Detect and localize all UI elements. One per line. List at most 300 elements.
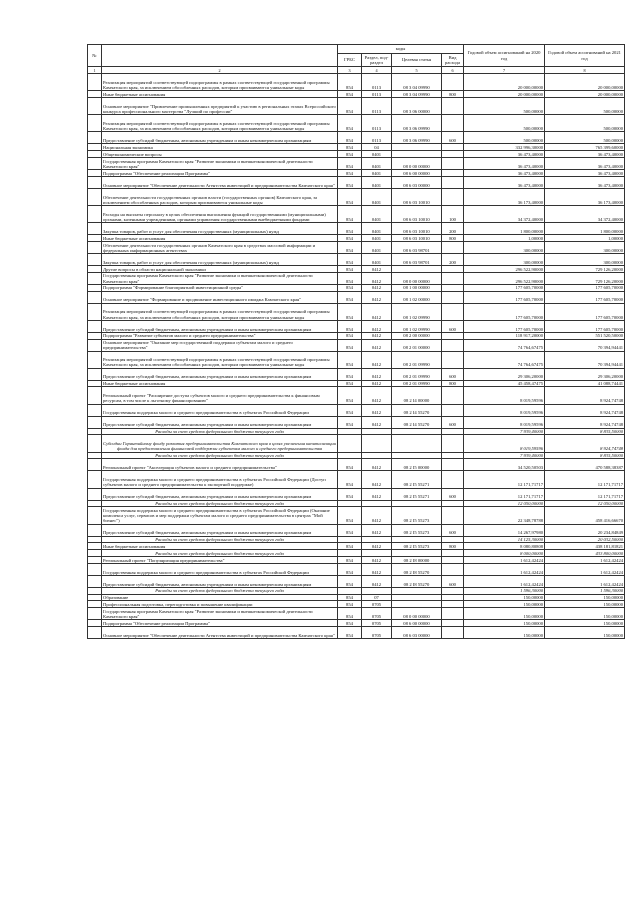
row-number <box>88 235 102 242</box>
table-row <box>88 620 625 627</box>
table-row <box>88 320 625 332</box>
table-row <box>88 144 625 151</box>
row-amount-2020: 1 596,30000 <box>464 587 545 594</box>
row-amount-2020: 150,00000 <box>464 620 545 627</box>
row-number <box>88 291 102 303</box>
row-grbs <box>338 428 362 435</box>
row-grbs: 854 <box>338 507 362 524</box>
table-row <box>88 241 625 253</box>
federal-budget-row <box>88 550 625 557</box>
table-row <box>88 563 625 575</box>
row-csr: 08 2 I5 55273 <box>392 543 442 550</box>
row-vr <box>442 404 464 416</box>
row-amount-2020: 8 019,59596 <box>464 416 545 428</box>
row-amount-2020: 12 050,00000 <box>464 500 545 507</box>
row-csr: 08 6 00 00000 <box>392 169 442 176</box>
row-grbs: 854 <box>338 627 362 639</box>
row-grbs: 854 <box>338 235 362 242</box>
row-vr: 600 <box>442 575 464 587</box>
table-row <box>88 291 625 303</box>
row-vr <box>442 459 464 471</box>
row-vr <box>442 507 464 524</box>
row-amount-2021: 1 800,00000 <box>545 223 625 235</box>
row-grbs: 854 <box>338 387 362 404</box>
row-amount-2021: 500,00000 <box>545 97 625 114</box>
row-name: Государственная программа Камчатского края "Развитие экономики и внешнеэкономической деятельности Камчатского края" <box>102 272 338 284</box>
row-amount-2020: 14 267,97980 <box>464 524 545 536</box>
row-razdel: 0412 <box>362 332 392 339</box>
row-amount-2021: 551 520,50000 <box>545 332 625 339</box>
row-razdel: 0113 <box>362 115 392 132</box>
row-amount-2021: 1,00000 <box>545 235 625 242</box>
table-row <box>88 188 625 205</box>
row-name: Расходы на выплаты персоналу в целях обеспечения выполнения функций государственными (муниципальными) органами, казенными учреждениями, органами управления государственными внебюджетными фондами <box>102 205 338 222</box>
row-number <box>88 151 102 158</box>
row-amount-2021: 34 372,40000 <box>545 205 625 222</box>
row-grbs <box>338 550 362 557</box>
row-amount-2020: 1 800,00000 <box>464 223 545 235</box>
row-csr <box>392 587 442 594</box>
header-vr: Вид расхода <box>442 54 464 67</box>
row-csr: 08 1 00 00000 <box>392 284 442 291</box>
header-2020: Годовой объем ассигнований на 2020 год <box>464 45 545 67</box>
row-vr <box>442 241 464 253</box>
table-row <box>88 488 625 500</box>
table-row <box>88 176 625 188</box>
row-grbs <box>338 452 362 459</box>
row-amount-2021: 150,00000 <box>545 627 625 639</box>
row-amount-2021: 729 126,20000 <box>545 265 625 272</box>
row-amount-2020: 500,00000 <box>464 115 545 132</box>
row-name: Основное мероприятие "Формирование и продвижение инвестиционного имиджа Камчатского края" <box>102 291 338 303</box>
row-number <box>88 132 102 144</box>
row-amount-2021: 20 000,00000 <box>545 74 625 91</box>
row-vr <box>442 144 464 151</box>
row-grbs: 854 <box>338 332 362 339</box>
row-name: Подпрограмма "Обеспечение реализации Программы" <box>102 620 338 627</box>
row-csr: 08 6 03 98701 <box>392 241 442 253</box>
row-amount-2020: 22 348,78788 <box>464 507 545 524</box>
row-grbs: 854 <box>338 91 362 98</box>
row-amount-2021: 177 605,70000 <box>545 303 625 320</box>
row-name: Государственная поддержка малого и среднего предпринимательства в субъектах Российской Федерации (Доступ субъектов малого и среднего предпринимательства к экспортной поддержке) <box>102 471 338 488</box>
table-row <box>88 157 625 169</box>
row-vr <box>442 291 464 303</box>
row-csr: 08 6 03 10010 <box>392 188 442 205</box>
row-csr: 08 2 I5 55271 <box>392 471 442 488</box>
row-csr: 08 2 01 00000 <box>392 339 442 351</box>
row-vr <box>442 500 464 507</box>
row-vr <box>442 608 464 620</box>
row-csr: 08 6 03 00000 <box>392 627 442 639</box>
row-csr: 08 2 I8 55270 <box>392 563 442 575</box>
row-razdel: 0412 <box>362 471 392 488</box>
row-amount-2020: 296 522,90000 <box>464 265 545 272</box>
row-csr: 08 2 01 09990 <box>392 380 442 387</box>
row-amount-2020: 500,00000 <box>464 97 545 114</box>
row-grbs: 854 <box>338 608 362 620</box>
row-amount-2020: 300,00000 <box>464 241 545 253</box>
row-name: Другие вопросы в области национальной экономики <box>102 265 338 272</box>
row-grbs: 854 <box>338 471 362 488</box>
row-amount-2020: 1 612,42424 <box>464 563 545 575</box>
row-grbs <box>338 587 362 594</box>
row-amount-2021: 470 588,38387 <box>545 459 625 471</box>
table-row <box>88 97 625 114</box>
row-amount-2021: 36 473,40000 <box>545 151 625 158</box>
row-vr <box>442 303 464 320</box>
table-row <box>88 524 625 536</box>
row-amount-2020: 1 612,42424 <box>464 575 545 587</box>
row-csr: 08 2 I5 00000 <box>392 459 442 471</box>
row-vr: 800 <box>442 91 464 98</box>
row-amount-2021: 438 181,81821 <box>545 543 625 550</box>
table-row <box>88 351 625 368</box>
row-vr <box>442 471 464 488</box>
row-vr <box>442 351 464 368</box>
row-number <box>88 284 102 291</box>
row-number <box>88 608 102 620</box>
row-vr <box>442 550 464 557</box>
row-csr: 08 6 03 98701 <box>392 253 442 265</box>
row-number <box>88 575 102 587</box>
table-header <box>88 45 625 74</box>
row-razdel: 0412 <box>362 380 392 387</box>
row-grbs: 854 <box>338 157 362 169</box>
row-vr: 600 <box>442 488 464 500</box>
row-number <box>88 550 102 557</box>
table-row <box>88 594 625 601</box>
row-number <box>88 488 102 500</box>
row-vr <box>442 169 464 176</box>
row-vr <box>442 594 464 601</box>
row-grbs: 854 <box>338 97 362 114</box>
row-csr: 08 2 I8 00000 <box>392 557 442 564</box>
row-amount-2021: 150,00000 <box>545 594 625 601</box>
row-razdel <box>362 500 392 507</box>
row-razdel: 0412 <box>362 543 392 550</box>
row-csr: 08 6 03 10010 <box>392 205 442 222</box>
row-razdel: 0401 <box>362 253 392 265</box>
col-index: 4 <box>362 67 392 74</box>
row-grbs: 854 <box>338 459 362 471</box>
row-vr <box>442 176 464 188</box>
row-vr: 600 <box>442 416 464 428</box>
row-amount-2020: 500,00000 <box>464 132 545 144</box>
row-number <box>88 380 102 387</box>
federal-budget-row <box>88 452 625 459</box>
row-amount-2021: 1 596,30000 <box>545 587 625 594</box>
row-csr: 08 0 00 00000 <box>392 272 442 284</box>
row-razdel: 0412 <box>362 339 392 351</box>
row-vr: 800 <box>442 543 464 550</box>
row-amount-2020: 177 605,70000 <box>464 291 545 303</box>
row-grbs <box>338 536 362 543</box>
row-csr <box>392 428 442 435</box>
row-grbs: 854 <box>338 563 362 575</box>
row-number <box>88 91 102 98</box>
row-name: Профессиональная подготовка, переподготовка и повышение квалификации <box>102 601 338 608</box>
row-razdel: 04 <box>362 144 392 151</box>
row-amount-2020: 74 764,67475 <box>464 339 545 351</box>
row-amount-2021: 36 173,40000 <box>545 188 625 205</box>
row-vr <box>442 601 464 608</box>
row-amount-2021: 8 835,50000 <box>545 452 625 459</box>
row-csr <box>392 536 442 543</box>
table-row <box>88 265 625 272</box>
row-csr: 08 3 04 09990 <box>392 74 442 91</box>
row-amount-2021: 500,00000 <box>545 115 625 132</box>
row-csr: 08 2 01 09990 <box>392 368 442 380</box>
row-amount-2020: 8 019,59596 <box>464 435 545 452</box>
row-name: Субсидии Гарантийному фонду развития предпринимательства Камчатского края в целях увеличения капитализации фонда для предоставления финансовой поддержки субъектам малого и среднего предпринимательства <box>102 435 338 452</box>
row-amount-2020: 296 522,90000 <box>464 272 545 284</box>
row-razdel: 0412 <box>362 416 392 428</box>
row-amount-2020: 150,00000 <box>464 601 545 608</box>
row-amount-2021: 12 171,71717 <box>545 488 625 500</box>
row-csr: 08 3 06 00000 <box>392 97 442 114</box>
table-row <box>88 91 625 98</box>
row-amount-2021: 70 394,94441 <box>545 351 625 368</box>
row-vr <box>442 272 464 284</box>
table-row <box>88 115 625 132</box>
row-vr: 800 <box>442 380 464 387</box>
row-amount-2021: 12 171,71717 <box>545 471 625 488</box>
row-grbs: 854 <box>338 543 362 550</box>
row-amount-2020: 150,00000 <box>464 594 545 601</box>
row-grbs: 854 <box>338 74 362 91</box>
row-razdel: 0401 <box>362 169 392 176</box>
row-grbs: 854 <box>338 368 362 380</box>
row-name: Расходы за счет средств федерального бюджета текущего года <box>102 550 338 557</box>
row-vr: 200 <box>442 223 464 235</box>
row-grbs: 854 <box>338 594 362 601</box>
federal-budget-row <box>88 435 625 452</box>
row-number <box>88 169 102 176</box>
row-name: Общеэкономические вопросы <box>102 151 338 158</box>
row-number <box>88 428 102 435</box>
row-name: Предоставление субсидий бюджетным, автономным учреждениям и иным некоммерческим организациям <box>102 132 338 144</box>
row-grbs: 854 <box>338 205 362 222</box>
row-amount-2021: 8 924,74748 <box>545 416 625 428</box>
federal-budget-row <box>88 536 625 543</box>
table-row <box>88 471 625 488</box>
row-grbs: 854 <box>338 151 362 158</box>
row-vr <box>442 387 464 404</box>
row-grbs: 854 <box>338 272 362 284</box>
row-amount-2021: 150,00000 <box>545 601 625 608</box>
row-name: Подпрограмма "Обеспечение реализации Программы" <box>102 169 338 176</box>
row-name: Реализация мероприятий соответствующей подпрограммы в рамках соответствующей государственной программы Камчатского края, за исключением обособленных расходов, которым присваиваются уникальные коды <box>102 115 338 132</box>
row-razdel: 0412 <box>362 507 392 524</box>
row-csr <box>392 550 442 557</box>
table-row <box>88 575 625 587</box>
row-number <box>88 587 102 594</box>
row-csr: 08 3 06 09990 <box>392 115 442 132</box>
row-number <box>88 435 102 452</box>
federal-budget-row <box>88 428 625 435</box>
row-csr <box>392 452 442 459</box>
row-razdel: 0113 <box>362 74 392 91</box>
row-razdel: 0412 <box>362 459 392 471</box>
row-number <box>88 471 102 488</box>
row-amount-2021: 177 605,70000 <box>545 284 625 291</box>
row-razdel: 0412 <box>362 387 392 404</box>
row-razdel: 0412 <box>362 524 392 536</box>
table-row <box>88 368 625 380</box>
row-amount-2021: 433 800,00000 <box>545 550 625 557</box>
row-name: Иные бюджетные ассигнования <box>102 235 338 242</box>
row-csr: 08 2 I4 55270 <box>392 404 442 416</box>
row-razdel <box>362 536 392 543</box>
row-vr: 600 <box>442 524 464 536</box>
row-number <box>88 188 102 205</box>
table-row <box>88 557 625 564</box>
row-amount-2020: 36 473,40000 <box>464 176 545 188</box>
row-csr: 08 6 00 00000 <box>392 620 442 627</box>
row-number <box>88 339 102 351</box>
header-razdel: Раздел, под-раздел <box>362 54 392 67</box>
row-name: Предоставление субсидий бюджетным, автономным учреждениям и иным некоммерческим организациям <box>102 368 338 380</box>
row-name: Основное мероприятие "Обеспечение деятельности Агентства инвестиций и предпринимательства Камчатского края" <box>102 627 338 639</box>
row-amount-2020: 177 605,70000 <box>464 303 545 320</box>
row-grbs: 854 <box>338 524 362 536</box>
row-amount-2020: 36 173,40000 <box>464 188 545 205</box>
row-number <box>88 594 102 601</box>
col-index: 6 <box>442 67 464 74</box>
row-razdel: 0401 <box>362 235 392 242</box>
table-row <box>88 601 625 608</box>
row-amount-2020: 7 939,40000 <box>464 428 545 435</box>
row-amount-2021: 500,00000 <box>545 132 625 144</box>
row-amount-2020: 34 372,40000 <box>464 205 545 222</box>
row-amount-2020: 8 000,00000 <box>464 550 545 557</box>
row-amount-2020: 300,00000 <box>464 253 545 265</box>
row-csr <box>392 594 442 601</box>
row-razdel: 0401 <box>362 157 392 169</box>
row-razdel: 0705 <box>362 601 392 608</box>
row-vr <box>442 452 464 459</box>
row-grbs: 854 <box>338 241 362 253</box>
column-index-row <box>88 67 625 74</box>
row-vr: 800 <box>442 235 464 242</box>
row-number <box>88 303 102 320</box>
row-vr: 100 <box>442 205 464 222</box>
row-grbs: 854 <box>338 320 362 332</box>
row-vr <box>442 188 464 205</box>
table-row <box>88 284 625 291</box>
row-vr <box>442 339 464 351</box>
row-grbs: 854 <box>338 115 362 132</box>
row-csr: 08 2 I4 55270 <box>392 416 442 428</box>
row-grbs <box>338 435 362 452</box>
row-amount-2021: 150,00000 <box>545 620 625 627</box>
row-name: Государственная программа Камчатского края "Развитие экономики и внешнеэкономической деятельности Камчатского края" <box>102 608 338 620</box>
row-name: Предоставление субсидий бюджетным, автономным учреждениям и иным некоммерческим организациям <box>102 524 338 536</box>
header-csr: Целевая статья <box>392 54 442 67</box>
row-name: Основное мероприятие "Обеспечение деятельности Агентства инвестиций и предпринимательства Камчатского края" <box>102 176 338 188</box>
row-amount-2021: 36 473,40000 <box>545 169 625 176</box>
table-body <box>88 74 625 639</box>
row-amount-2021: 177 605,70000 <box>545 291 625 303</box>
row-vr <box>442 157 464 169</box>
row-razdel: 0412 <box>362 291 392 303</box>
col-index: 7 <box>464 67 545 74</box>
row-name: Государственная поддержка малого и среднего предпринимательства в субъектах Российской Федерации (Оказание комплекса услуг, сервисов и мер поддержки субъектам малого и среднего предпринимательства в центрах "Мой бизнес") <box>102 507 338 524</box>
row-csr: 08 2 I5 55273 <box>392 524 442 536</box>
row-grbs: 854 <box>338 416 362 428</box>
row-csr: 08 2 I8 55270 <box>392 575 442 587</box>
row-razdel: 0401 <box>362 151 392 158</box>
row-amount-2020: 8 019,59596 <box>464 404 545 416</box>
row-name: Основное мероприятие "Привлечение промышленных предприятий к участию в региональных этапах Всероссийского конкурса профессионального мастерства "Лучший по профессии" <box>102 97 338 114</box>
row-csr: 08 0 00 00000 <box>392 157 442 169</box>
row-name: Государственная поддержка малого и среднего предпринимательства в субъектах Российской Федерации <box>102 404 338 416</box>
row-number <box>88 265 102 272</box>
row-number <box>88 627 102 639</box>
table-row <box>88 223 625 235</box>
row-razdel: 0412 <box>362 557 392 564</box>
row-amount-2021: 8 835,50000 <box>545 428 625 435</box>
row-name: Региональный проект "Акселерация субъектов малого и среднего предпринимательства" <box>102 459 338 471</box>
row-vr <box>442 115 464 132</box>
row-vr <box>442 332 464 339</box>
row-amount-2021: 70 394,94441 <box>545 339 625 351</box>
row-amount-2021: 8 924,74748 <box>545 435 625 452</box>
row-csr: 08 3 06 09990 <box>392 132 442 144</box>
row-razdel: 0412 <box>362 575 392 587</box>
row-csr <box>392 435 442 452</box>
row-razdel: 0401 <box>362 223 392 235</box>
row-grbs: 854 <box>338 339 362 351</box>
row-amount-2021: 20 000,00000 <box>545 91 625 98</box>
budget-table <box>87 44 625 639</box>
table-row <box>88 272 625 284</box>
row-amount-2020: 36 473,40000 <box>464 169 545 176</box>
header-name <box>102 45 338 67</box>
row-amount-2020: 29 306,20000 <box>464 368 545 380</box>
row-name: Иные бюджетные ассигнования <box>102 380 338 387</box>
row-name: Расходы за счет средств федерального бюджета текущего года <box>102 587 338 594</box>
row-amount-2021: 8 924,74748 <box>545 404 625 416</box>
row-number <box>88 144 102 151</box>
table-row <box>88 151 625 158</box>
row-amount-2020: 12 171,71717 <box>464 471 545 488</box>
row-name: Реализация мероприятий соответствующей подпрограммы в рамках соответствующей государственной программы Камчатского края, за исключением обособленных расходов, которым присваиваются уникальные коды <box>102 351 338 368</box>
row-razdel: 0412 <box>362 368 392 380</box>
row-amount-2021: 36 473,40000 <box>545 157 625 169</box>
row-number <box>88 387 102 404</box>
table-row <box>88 74 625 91</box>
row-amount-2021: 729 126,20000 <box>545 272 625 284</box>
row-number <box>88 332 102 339</box>
row-vr <box>442 557 464 564</box>
row-vr <box>442 428 464 435</box>
row-name: Расходы за счет средств федерального бюджета текущего года <box>102 536 338 543</box>
row-csr <box>392 144 442 151</box>
row-razdel <box>362 435 392 452</box>
row-amount-2021: 1 612,42424 <box>545 557 625 564</box>
row-amount-2020: 177 605,70000 <box>464 320 545 332</box>
row-razdel: 0401 <box>362 176 392 188</box>
row-csr: 08 2 I5 55271 <box>392 488 442 500</box>
row-razdel: 07 <box>362 594 392 601</box>
row-amount-2021: 29 306,20000 <box>545 368 625 380</box>
table-row <box>88 459 625 471</box>
row-csr <box>392 151 442 158</box>
row-csr: 08 1 02 09990 <box>392 320 442 332</box>
row-amount-2020: 1 612,42424 <box>464 557 545 564</box>
